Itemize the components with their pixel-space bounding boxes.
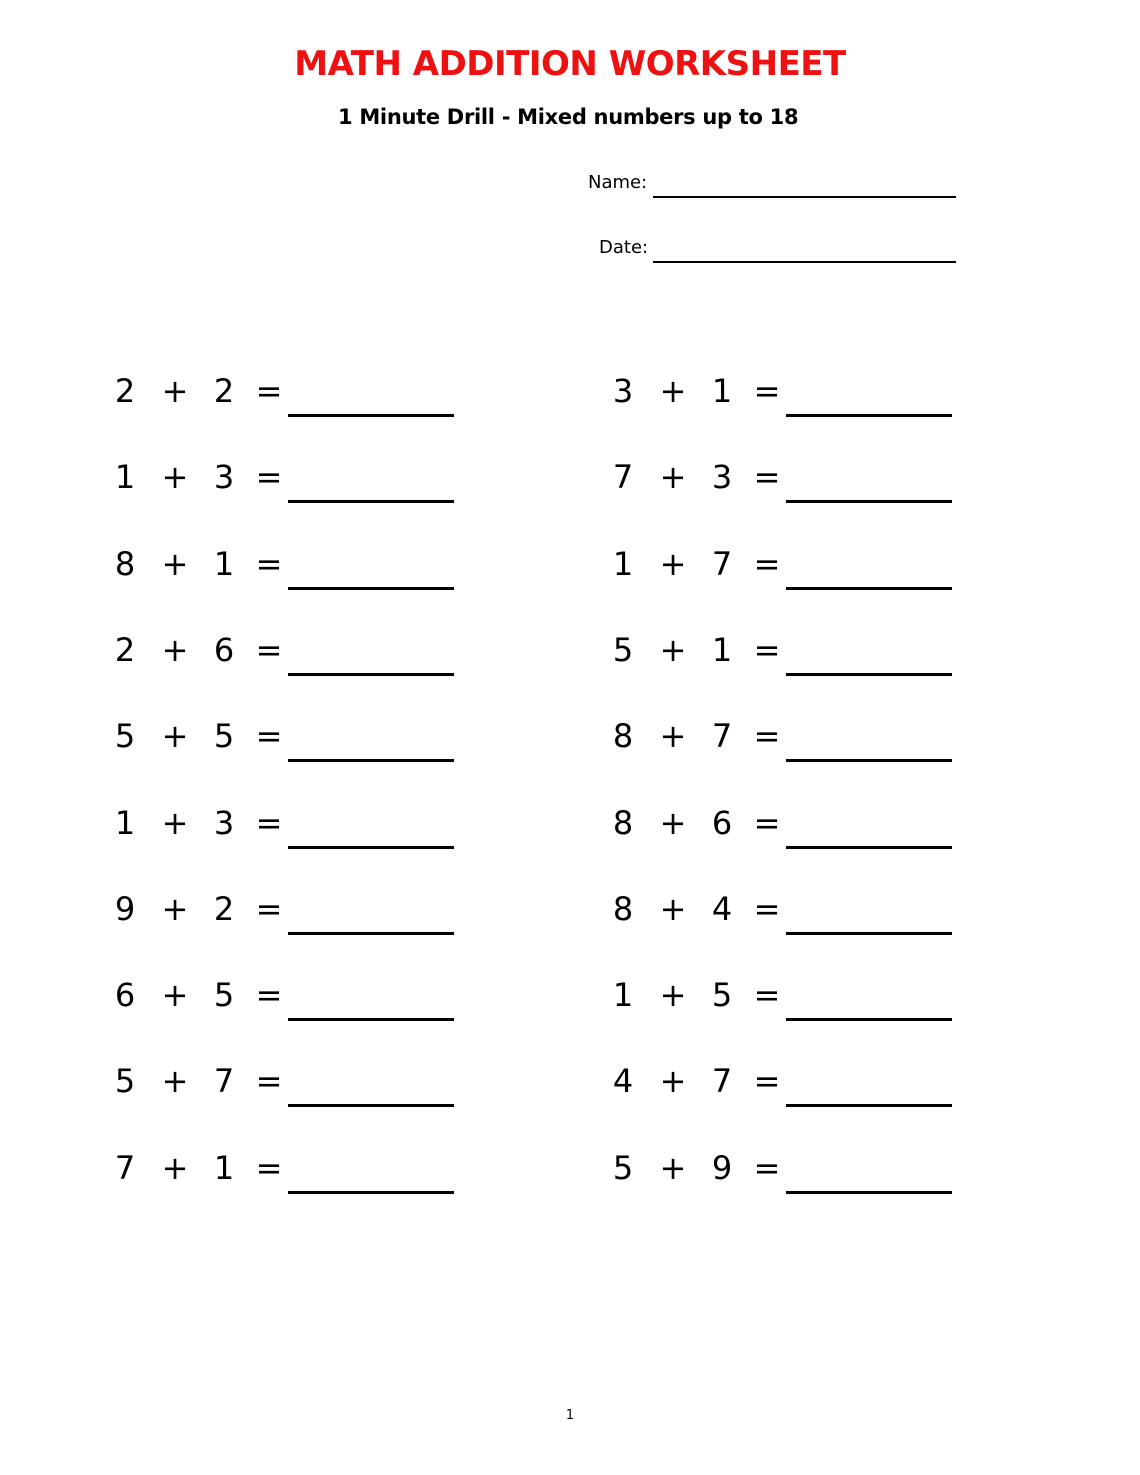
problem-row [608,632,958,682]
addend-b: 1 [213,545,235,583]
addend-b: 1 [213,1149,235,1187]
addend-a: 4 [612,1062,634,1100]
addend-b: 5 [213,717,235,755]
answer-line[interactable] [288,414,454,417]
worksheet-title: MATH ADDITION WORKSHEET [294,44,846,84]
plus-sign: + [659,545,687,583]
addend-b: 2 [213,890,235,928]
equals-sign: = [753,458,781,496]
problem-row [608,805,958,855]
addend-a: 2 [114,631,136,669]
problem-row [110,459,460,509]
plus-sign: + [659,372,687,410]
problem-row [110,546,460,596]
addend-b: 9 [711,1149,733,1187]
problem-row [608,1150,958,1200]
answer-line[interactable] [288,500,454,503]
problem-row [608,459,958,509]
plus-sign: + [659,1149,687,1187]
problem-row [608,891,958,941]
problem-row [110,718,460,768]
addend-a: 5 [114,1062,136,1100]
addend-b: 1 [711,631,733,669]
plus-sign: + [161,717,189,755]
addend-b: 7 [711,1062,733,1100]
answer-line[interactable] [786,1018,952,1021]
plus-sign: + [161,1062,189,1100]
equals-sign: = [753,1062,781,1100]
problem-row [110,891,460,941]
problem-row [110,805,460,855]
problem-row [608,546,958,596]
answer-line[interactable] [288,587,454,590]
answer-line[interactable] [786,932,952,935]
addend-a: 9 [114,890,136,928]
equals-sign: = [255,890,283,928]
plus-sign: + [659,1062,687,1100]
plus-sign: + [161,631,189,669]
addend-a: 5 [114,717,136,755]
equals-sign: = [753,372,781,410]
answer-line[interactable] [786,587,952,590]
problem-row [110,977,460,1027]
answer-line[interactable] [786,846,952,849]
addend-b: 7 [711,545,733,583]
answer-line[interactable] [786,673,952,676]
addend-b: 3 [711,458,733,496]
equals-sign: = [255,545,283,583]
answer-line[interactable] [786,500,952,503]
answer-line[interactable] [786,414,952,417]
date-label: Date: [599,237,649,258]
addend-a: 8 [114,545,136,583]
addend-b: 7 [213,1062,235,1100]
addend-a: 7 [612,458,634,496]
plus-sign: + [659,890,687,928]
answer-line[interactable] [786,759,952,762]
answer-line[interactable] [288,1191,454,1194]
addend-b: 2 [213,372,235,410]
addend-b: 3 [213,804,235,842]
problem-row [608,1063,958,1113]
plus-sign: + [659,976,687,1014]
addend-b: 5 [213,976,235,1014]
equals-sign: = [753,976,781,1014]
answer-line[interactable] [288,1104,454,1107]
addend-a: 2 [114,372,136,410]
equals-sign: = [255,458,283,496]
name-line [653,196,956,198]
equals-sign: = [753,1149,781,1187]
addend-a: 1 [114,804,136,842]
equals-sign: = [255,976,283,1014]
addend-b: 6 [711,804,733,842]
plus-sign: + [161,1149,189,1187]
problem-row [110,1150,460,1200]
equals-sign: = [753,804,781,842]
plus-sign: + [161,804,189,842]
problem-row [110,1063,460,1113]
addend-b: 6 [213,631,235,669]
equals-sign: = [255,1062,283,1100]
problem-row [110,373,460,423]
addend-a: 5 [612,1149,634,1187]
equals-sign: = [255,1149,283,1187]
addend-a: 8 [612,717,634,755]
addend-a: 8 [612,890,634,928]
addend-a: 3 [612,372,634,410]
problem-row [608,718,958,768]
addend-a: 1 [612,545,634,583]
equals-sign: = [753,717,781,755]
answer-line[interactable] [288,673,454,676]
plus-sign: + [659,631,687,669]
answer-line[interactable] [288,1018,454,1021]
addend-b: 7 [711,717,733,755]
plus-sign: + [161,890,189,928]
addend-a: 1 [612,976,634,1014]
answer-line[interactable] [288,759,454,762]
equals-sign: = [255,804,283,842]
addend-a: 8 [612,804,634,842]
equals-sign: = [753,890,781,928]
problem-row [110,632,460,682]
addend-a: 6 [114,976,136,1014]
equals-sign: = [753,545,781,583]
addend-b: 3 [213,458,235,496]
addend-b: 1 [711,372,733,410]
equals-sign: = [753,631,781,669]
addend-a: 5 [612,631,634,669]
page-number: 1 [565,1408,575,1423]
plus-sign: + [659,717,687,755]
problem-row [608,373,958,423]
equals-sign: = [255,717,283,755]
plus-sign: + [161,372,189,410]
answer-line[interactable] [288,846,454,849]
addend-a: 7 [114,1149,136,1187]
date-line [653,261,956,263]
addend-a: 1 [114,458,136,496]
answer-line[interactable] [288,932,454,935]
plus-sign: + [659,804,687,842]
addend-b: 5 [711,976,733,1014]
problem-row [608,977,958,1027]
plus-sign: + [161,545,189,583]
worksheet-subtitle: 1 Minute Drill - Mixed numbers up to 18 [338,105,799,129]
equals-sign: = [255,372,283,410]
addend-b: 4 [711,890,733,928]
answer-line[interactable] [786,1191,952,1194]
plus-sign: + [161,458,189,496]
answer-line[interactable] [786,1104,952,1107]
plus-sign: + [659,458,687,496]
plus-sign: + [161,976,189,1014]
equals-sign: = [255,631,283,669]
name-label: Name: [588,172,648,193]
